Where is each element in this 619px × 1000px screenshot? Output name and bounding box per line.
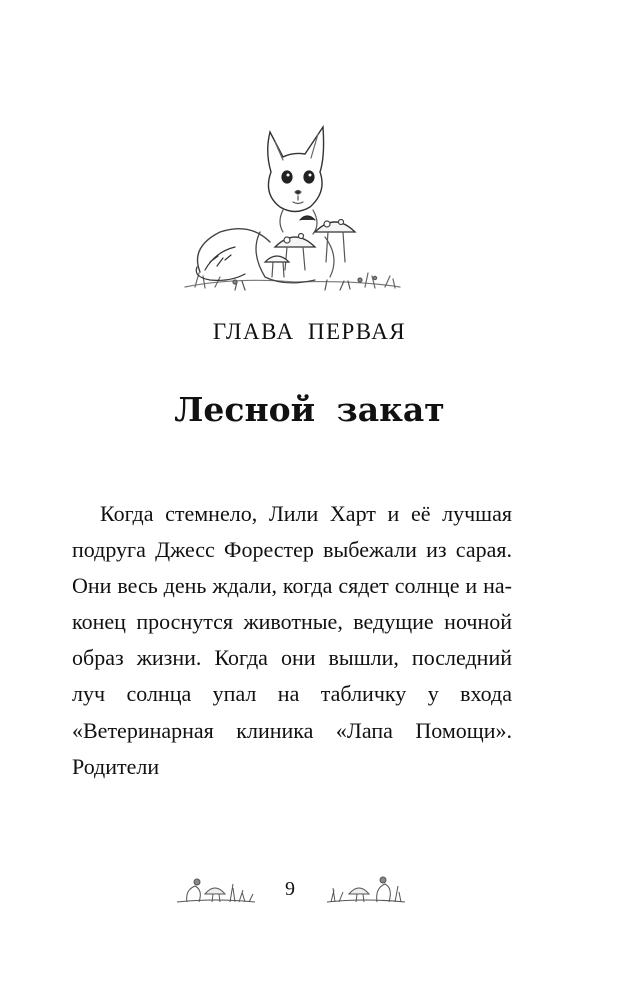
body-paragraph: Когда стемнело, Лили Харт и её лучшая подруга Джесс Форестер выбежали из сарая. Они весь день ждали, когда сядет солнце и на-конец проснутся животные, ведущие ночной образ жизни. Когда они вышли, последний луч солнца упал на табличку у входа «Ветеринарная клиника «Лапа Помощи». Родители — [72, 501, 512, 779]
mushroom-ornament-left-icon — [175, 872, 257, 906]
page-number: 9 — [285, 878, 295, 900]
chapter-label: ГЛАВА ПЕРВАЯ — [212, 319, 407, 344]
mushroom-ornament-right-icon — [325, 872, 407, 906]
fox-cub-illustration — [175, 112, 410, 302]
chapter-title: Лесной закат — [174, 390, 445, 429]
page-footer — [175, 868, 420, 912]
